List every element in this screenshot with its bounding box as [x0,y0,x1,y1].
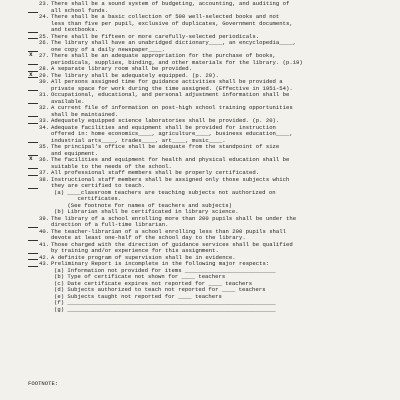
check-blank [28,53,39,66]
item-text-line: The teacher-librarian of a school enrolling less than 200 pupils shall [51,227,286,235]
item-number: 27. [39,52,50,59]
item-number: 38. [39,175,50,183]
checklist [28,1,398,313]
check-blank [28,177,39,190]
item-number: 42. [39,253,50,261]
footnote-label: FOOTNOTE: [28,380,59,387]
item-text-line: A current file of information on post-high school training opportunities [51,104,293,111]
item-number: 32. [39,104,50,111]
checklist-item [28,125,398,145]
item-text-line: and equipment. [51,149,98,157]
item-number: 24. [39,13,50,20]
item-number: 29. [39,71,50,79]
check-blank [28,92,39,105]
item-text-line: available. [51,97,85,105]
checklist-item [28,177,398,190]
item-text-line: offered in: home economics____, agriculture____, business education____, [51,130,293,137]
item-text-line: direction of a full-time librarian. [51,221,169,228]
item-number: 36. [39,156,50,163]
item-number: 25. [39,32,50,40]
sub-item: (b) Librarian shall be certificated in library science. [54,208,239,215]
sub-item: (See footnote for names of teachers and subjects) [54,201,232,209]
item-text-line: There shall be an adequate appropriation for the purchase of books, [51,52,276,59]
check-blank [28,157,39,170]
check-mark: x [29,51,33,58]
sub-item: (d) Subjects authorized to teach not reported for ____ teachers [54,286,266,293]
item-number: 43. [39,260,50,267]
item-text-line: Occupational, educational, and personal adjustment information shall be [51,91,290,98]
sub-item: (a) Information not provided for items ___________________________ [54,266,276,274]
item-text-line: all school funds. [51,6,109,14]
item-text-line: There shall be fifteen or more carefully-selected periodicals. [51,32,260,40]
check-blank [28,216,39,229]
item-text-line: private space for work during the time assigned. (Effective in 1951-54). [51,84,293,92]
item-text-line: they are certified to teach. [51,182,145,189]
sub-item: (f) ______________________________________________________________ [54,299,276,306]
item-text-line: There shall be a sound system of budgeting, accounting, and auditing of [51,0,290,7]
item-text [51,125,398,145]
item-number: 37. [39,169,50,176]
sub-item: certificates. [54,195,122,202]
sub-item: (a) ____classroom teachers are teaching subjects not authorized on [54,188,276,196]
item-text-line: All persons assigned time for guidance activities shall be provided a [51,78,283,85]
item-number: 41. [39,240,50,248]
item-text-line: Instructional staff members shall be assigned only those subjects which [51,175,290,183]
check-blank [28,229,39,242]
sub-item: (b) Type of certificate not shown for ____ teachers [54,273,226,280]
checklist-item [28,14,398,34]
item-number: 40. [39,227,50,235]
check-blank [28,14,39,34]
sub-item: (g) ______________________________________________________________ [54,305,276,313]
item-text-line: one copy of a daily newspaper____. [51,45,166,53]
item-text-line: Preliminary Report is incomplete in the following major respects: [51,260,270,267]
item-number: 34. [39,123,50,131]
item-number: 31. [39,91,50,98]
checklist-item [28,242,398,255]
item-text-line: suitable to the needs of the school. [51,162,172,170]
item-text-line: periodicals, supplies, binding, and other materials for the library. (p.19) [51,58,303,66]
item-number: 30. [39,78,50,85]
item-text-line: Adequate facilities and equipment shall be provided for instruction [51,123,276,131]
check-blank [28,125,39,145]
item-text-line: less than five per pupil, exclusive of duplicates, Government documents, [51,19,293,27]
check-blank [28,242,39,255]
item-text [51,229,398,242]
item-text-line: Adequately equipped science laboratories shall be provided. (p. 20). [51,117,280,124]
item-text-line: by training and/or experience for this assignment. [51,247,219,254]
item-text [51,242,398,255]
check-blank [28,79,39,92]
item-number: 35. [39,143,50,150]
item-text-line: The facilities and equipment for health and physical education shall be [51,156,290,163]
item-number: 23. [39,0,50,7]
item-text-line: The library of a school enrolling more than 200 pupils shall be under the [51,214,297,222]
item-number: 39. [39,214,50,222]
item-text [51,177,398,190]
checklist-item [28,229,398,242]
item-text-line: shall be maintained. [51,110,119,118]
check-blank [28,261,39,268]
sub-item: (e) Subjects taught not reported for ____ teachers [54,292,222,300]
check-blank [28,105,39,118]
item-number: 33. [39,117,50,124]
item-text-line: Those charged with the direction of guidance services shall be qualified [51,240,293,248]
item-text-line: All professional staff members shall be properly certificated. [51,169,260,176]
item-number: 28. [39,65,50,72]
item-text-line: The library shall be adequately equipped. (p. 20). [51,71,219,79]
item-text-line: There shall be a basic collection of 500 well-selected books and not [51,13,280,20]
item-text-line: The principal's office shall be adequate from the standpoint of size [51,143,280,150]
item-text-line: A definite program of supervision shall be in evidence. [51,253,236,261]
check-blank [28,1,39,14]
item-text-line: devote at least one-half of the school day to the library. [51,234,246,241]
item-number: 26. [39,39,50,46]
checklist-item [28,216,398,229]
item-text [51,216,398,229]
check-mark: x [29,155,33,162]
sub-item: (c) Date certificate expires not reported for ____ teachers [54,279,253,287]
item-text-line: and textbooks. [51,26,98,33]
check-mark: x [29,70,33,78]
item-text-line: A separate library room shall be provided. [51,65,192,72]
item-text-line: industrial arts____, trades____, art____, music____. [51,136,226,144]
item-text-line: The library shall have an unabridged dictionary____, an encyclopedia____, [51,39,297,46]
item-text [51,14,398,34]
